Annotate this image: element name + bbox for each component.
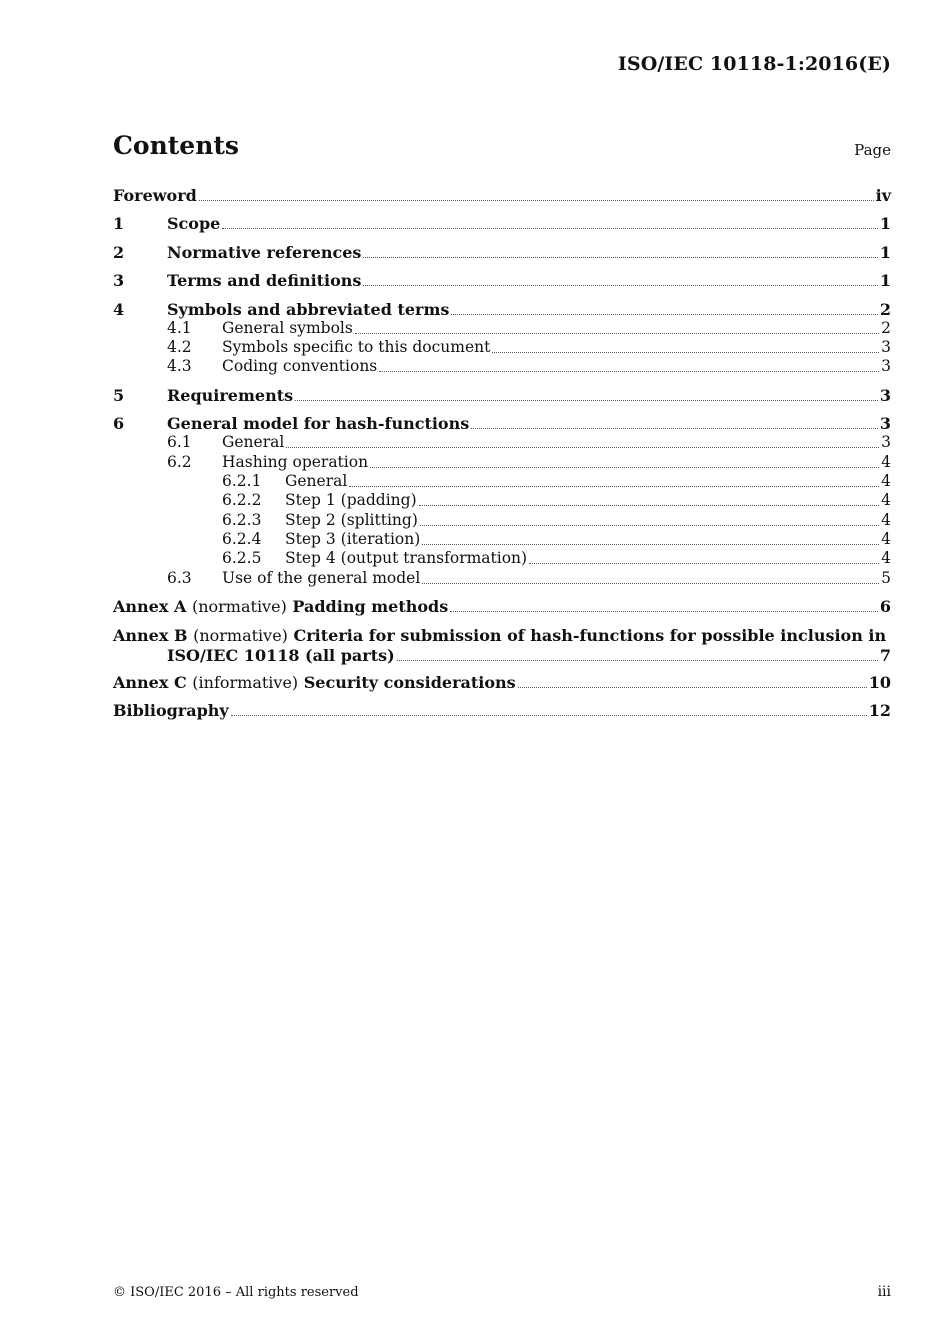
toc-entry-annex-a[interactable] [113,597,891,617]
dot-leader [397,659,878,661]
toc-title: Step 3 (iteration) [285,530,421,548]
toc-number: 6.2 [167,453,192,471]
toc-entry-annex-b[interactable] [113,626,891,666]
toc-entry-4[interactable] [113,300,891,320]
toc-entry-annex-c[interactable] [113,673,891,693]
dot-leader [422,582,879,584]
toc-entry-6-3[interactable] [113,569,891,589]
dot-leader [518,686,867,688]
toc-page: 2 [879,300,891,319]
toc-title: Use of the general model [222,569,421,587]
toc-number: 4 [113,300,125,319]
toc-entry-4-3[interactable] [113,357,891,377]
toc-page: 1 [879,243,891,262]
toc-title: General symbols [222,319,353,337]
toc-title: Hashing operation [222,453,369,471]
toc-title: Step 4 (output transformation) [285,549,528,567]
toc-number: 6.2.4 [222,530,262,548]
toc-entry-6-2-1[interactable] [113,472,891,492]
toc-page: 1 [879,214,891,233]
toc-number: 4.1 [167,319,192,337]
toc-title: Bibliography [113,701,229,720]
dot-leader [422,543,879,545]
toc-page: 4 [881,472,891,490]
dot-leader [286,446,879,448]
page-column-label: Page [854,141,891,159]
dot-leader [199,199,874,201]
toc-number: 6.3 [167,569,192,587]
toc-entry-6-2-5[interactable] [113,549,891,569]
toc-page: 7 [879,646,891,665]
toc-entry-5[interactable] [113,386,891,406]
toc-page: 1 [879,271,891,290]
toc-page: 3 [881,433,891,451]
toc-title: General [285,472,348,490]
toc-title: Terms and definitions [167,271,362,290]
toc-title: Normative references [167,243,362,262]
toc-entry-6-2[interactable] [113,453,891,473]
toc-number: 6.1 [167,433,192,451]
toc-page: 4 [881,453,891,471]
toc-entry-3[interactable] [113,271,891,291]
toc-number: 6.2.2 [222,491,262,509]
toc-number: 6.2.5 [222,549,262,567]
annex-label: Annex C [113,673,187,692]
toc-title: General model for hash-functions [167,414,470,433]
dot-leader [419,504,880,506]
dot-leader [492,351,879,353]
toc-title: Foreword [113,186,197,205]
dot-leader [420,524,879,526]
toc-title: Step 1 (padding) [285,491,417,509]
document-id: ISO/IEC 10118-1:2016(E) [617,53,891,75]
toc-page: 5 [881,569,891,587]
toc-entry-foreword[interactable] [113,186,891,206]
toc-number: 6.2.1 [222,472,262,490]
toc-number: 2 [113,243,125,262]
annex-title: Criteria for submission of hash-functions for possible inclusion in [293,626,887,645]
toc-entry-6[interactable] [113,414,891,434]
toc-title: Scope [167,214,221,233]
annex-type: (informative) [192,673,299,692]
dot-leader [471,427,878,429]
toc-page: 3 [879,386,891,405]
toc-entry-bibliography[interactable] [113,701,891,721]
toc-number: 5 [113,386,125,405]
contents-title: Contents [113,131,240,160]
toc-page: 3 [881,357,891,375]
table-of-contents [113,0,891,1344]
dot-leader [355,332,879,334]
toc-page: 4 [881,530,891,548]
page-number: iii [877,1284,891,1300]
toc-entry-4-2[interactable] [113,338,891,358]
dot-leader [363,256,877,258]
toc-entry-1[interactable] [113,214,891,234]
annex-b-line1 [113,626,891,646]
toc-entry-6-2-2[interactable] [113,491,891,511]
toc-number: 3 [113,271,125,290]
toc-page: 6 [879,597,891,616]
toc-number: 6 [113,414,125,433]
dot-leader [295,399,878,401]
dot-leader [450,610,878,612]
toc-title: Requirements [167,386,294,405]
dot-leader [451,313,877,315]
toc-entry-6-1[interactable] [113,433,891,453]
annex-b-line2 [167,646,891,666]
toc-title: Step 2 (splitting) [285,511,418,529]
annex-type: (normative) [191,597,287,616]
toc-title: Coding conventions [222,357,378,375]
toc-title: Symbols and abbreviated terms [167,300,450,319]
dot-leader [349,485,879,487]
toc-entry-6-2-3[interactable] [113,511,891,531]
toc-title [113,597,448,616]
copyright-notice: © ISO/IEC 2016 – All rights reserved [113,1285,359,1300]
toc-title: General [222,433,285,451]
dot-leader [231,714,867,716]
toc-entry-4-1[interactable] [113,319,891,339]
annex-title: Security considerations [303,673,516,692]
toc-page: 3 [879,414,891,433]
annex-label: Annex A [113,597,187,616]
toc-page: 4 [881,549,891,567]
annex-type: (normative) [193,626,288,645]
toc-number: 6.2.3 [222,511,262,529]
toc-page: 4 [881,511,891,529]
dot-leader [370,466,879,468]
toc-page: 10 [868,673,891,692]
annex-label: Annex B [113,626,188,645]
toc-entry-6-2-4[interactable] [113,530,891,550]
dot-leader [529,562,879,564]
toc-page: 2 [881,319,891,337]
toc-title: Symbols specific to this document [222,338,491,356]
dot-leader [222,227,878,229]
toc-title [113,673,516,692]
toc-page: 12 [868,701,891,720]
toc-number: 1 [113,214,125,233]
toc-page: 3 [881,338,891,356]
dot-leader [379,370,879,372]
toc-page: 4 [881,491,891,509]
toc-page: iv [875,186,891,205]
annex-title: Padding methods [292,597,449,616]
annex-title-continued: ISO/IEC 10118 (all parts) [167,646,395,665]
dot-leader [363,284,877,286]
toc-entry-2[interactable] [113,243,891,263]
toc-number: 4.3 [167,357,192,375]
toc-number: 4.2 [167,338,192,356]
